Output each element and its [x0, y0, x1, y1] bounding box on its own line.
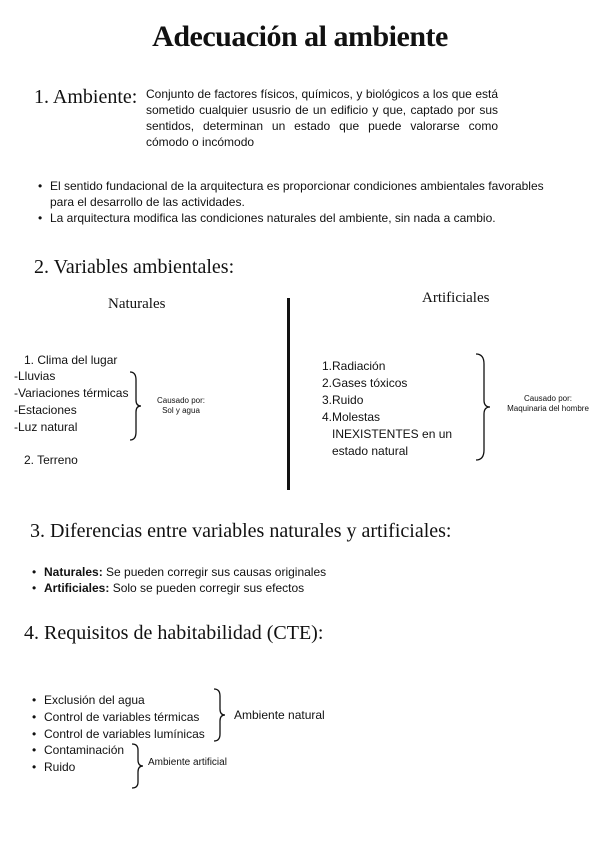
section-3-heading: 3. Diferencias entre variables naturales y artificiales: [30, 520, 452, 542]
list-item: • La arquitectura modifica las condiciones naturales del ambiente, sin nada a cambio. [36, 210, 566, 226]
page-title: Adecuación al ambiente [152, 20, 448, 53]
section-2-heading: 2. Variables ambientales: [34, 256, 235, 278]
artificiales-items [322, 358, 452, 460]
list-item: -Luz natural [14, 420, 78, 434]
section-1-bullets [36, 178, 566, 226]
list-item: • Ruido [30, 759, 150, 776]
list-item: 4.Molestas [322, 410, 381, 424]
artificiales-title: Artificiales [422, 290, 490, 306]
list-item: • El sentido fundacional de la arquitectura es proporcionar condiciones ambientales favorables para el desarrollo de las actividades. [36, 178, 566, 210]
list-item: -Estaciones [14, 403, 77, 417]
ambiente-artificial-label: Ambiente artificial [148, 757, 227, 768]
naturales-title: Naturales [108, 296, 166, 312]
ambiente-natural-label: Ambiente natural [234, 708, 325, 722]
list-item: • Control de variables térmicas [30, 709, 230, 726]
list-item: INEXISTENTES en un [332, 427, 453, 441]
list-item: • Artificiales: Solo se pueden corregir sus efectos [30, 580, 570, 596]
list-item: -Variaciones térmicas [14, 386, 129, 400]
list-item: • Exclusión del agua [30, 692, 230, 709]
naturales-subitems [14, 368, 128, 436]
list-item: • Naturales: Se pueden corregir sus causas originales [30, 564, 570, 580]
section-4-heading: 4. Requisitos de habitabilidad (CTE): [24, 622, 324, 644]
list-item: • Contaminación [30, 742, 150, 759]
ambiente-definition: Conjunto de factores físicos, químicos, y biológicos a los que está sometido cualquier ususrio de un edificio y que, captado por sus sentidos, determinan un estado que puede valorarse como cómodo o incómodo [146, 87, 498, 149]
clima-item: 1. Clima del lugar [24, 353, 118, 367]
list-item: 3.Ruido [322, 393, 364, 407]
list-item: 2.Gases tóxicos [322, 376, 408, 390]
column-divider [287, 298, 290, 490]
brace-icon [212, 687, 228, 743]
list-item: • Control de variables lumínicas [30, 726, 230, 743]
terreno-item: 2. Terreno [24, 453, 78, 467]
list-item: -Lluvias [14, 369, 56, 383]
brace-icon [130, 742, 146, 790]
brace-icon [128, 370, 144, 442]
requisitos-group-1 [30, 692, 230, 743]
brace-icon [474, 352, 492, 462]
section-3-list [30, 564, 570, 596]
naturales-cause: Causado por: Sol y agua [156, 396, 206, 415]
list-item: 1.Radiación [322, 359, 386, 373]
list-item: estado natural [332, 444, 409, 458]
section-1-heading: 1. Ambiente: [34, 86, 138, 108]
artificiales-cause: Causado por: Maquinaria del hombre [507, 394, 589, 413]
